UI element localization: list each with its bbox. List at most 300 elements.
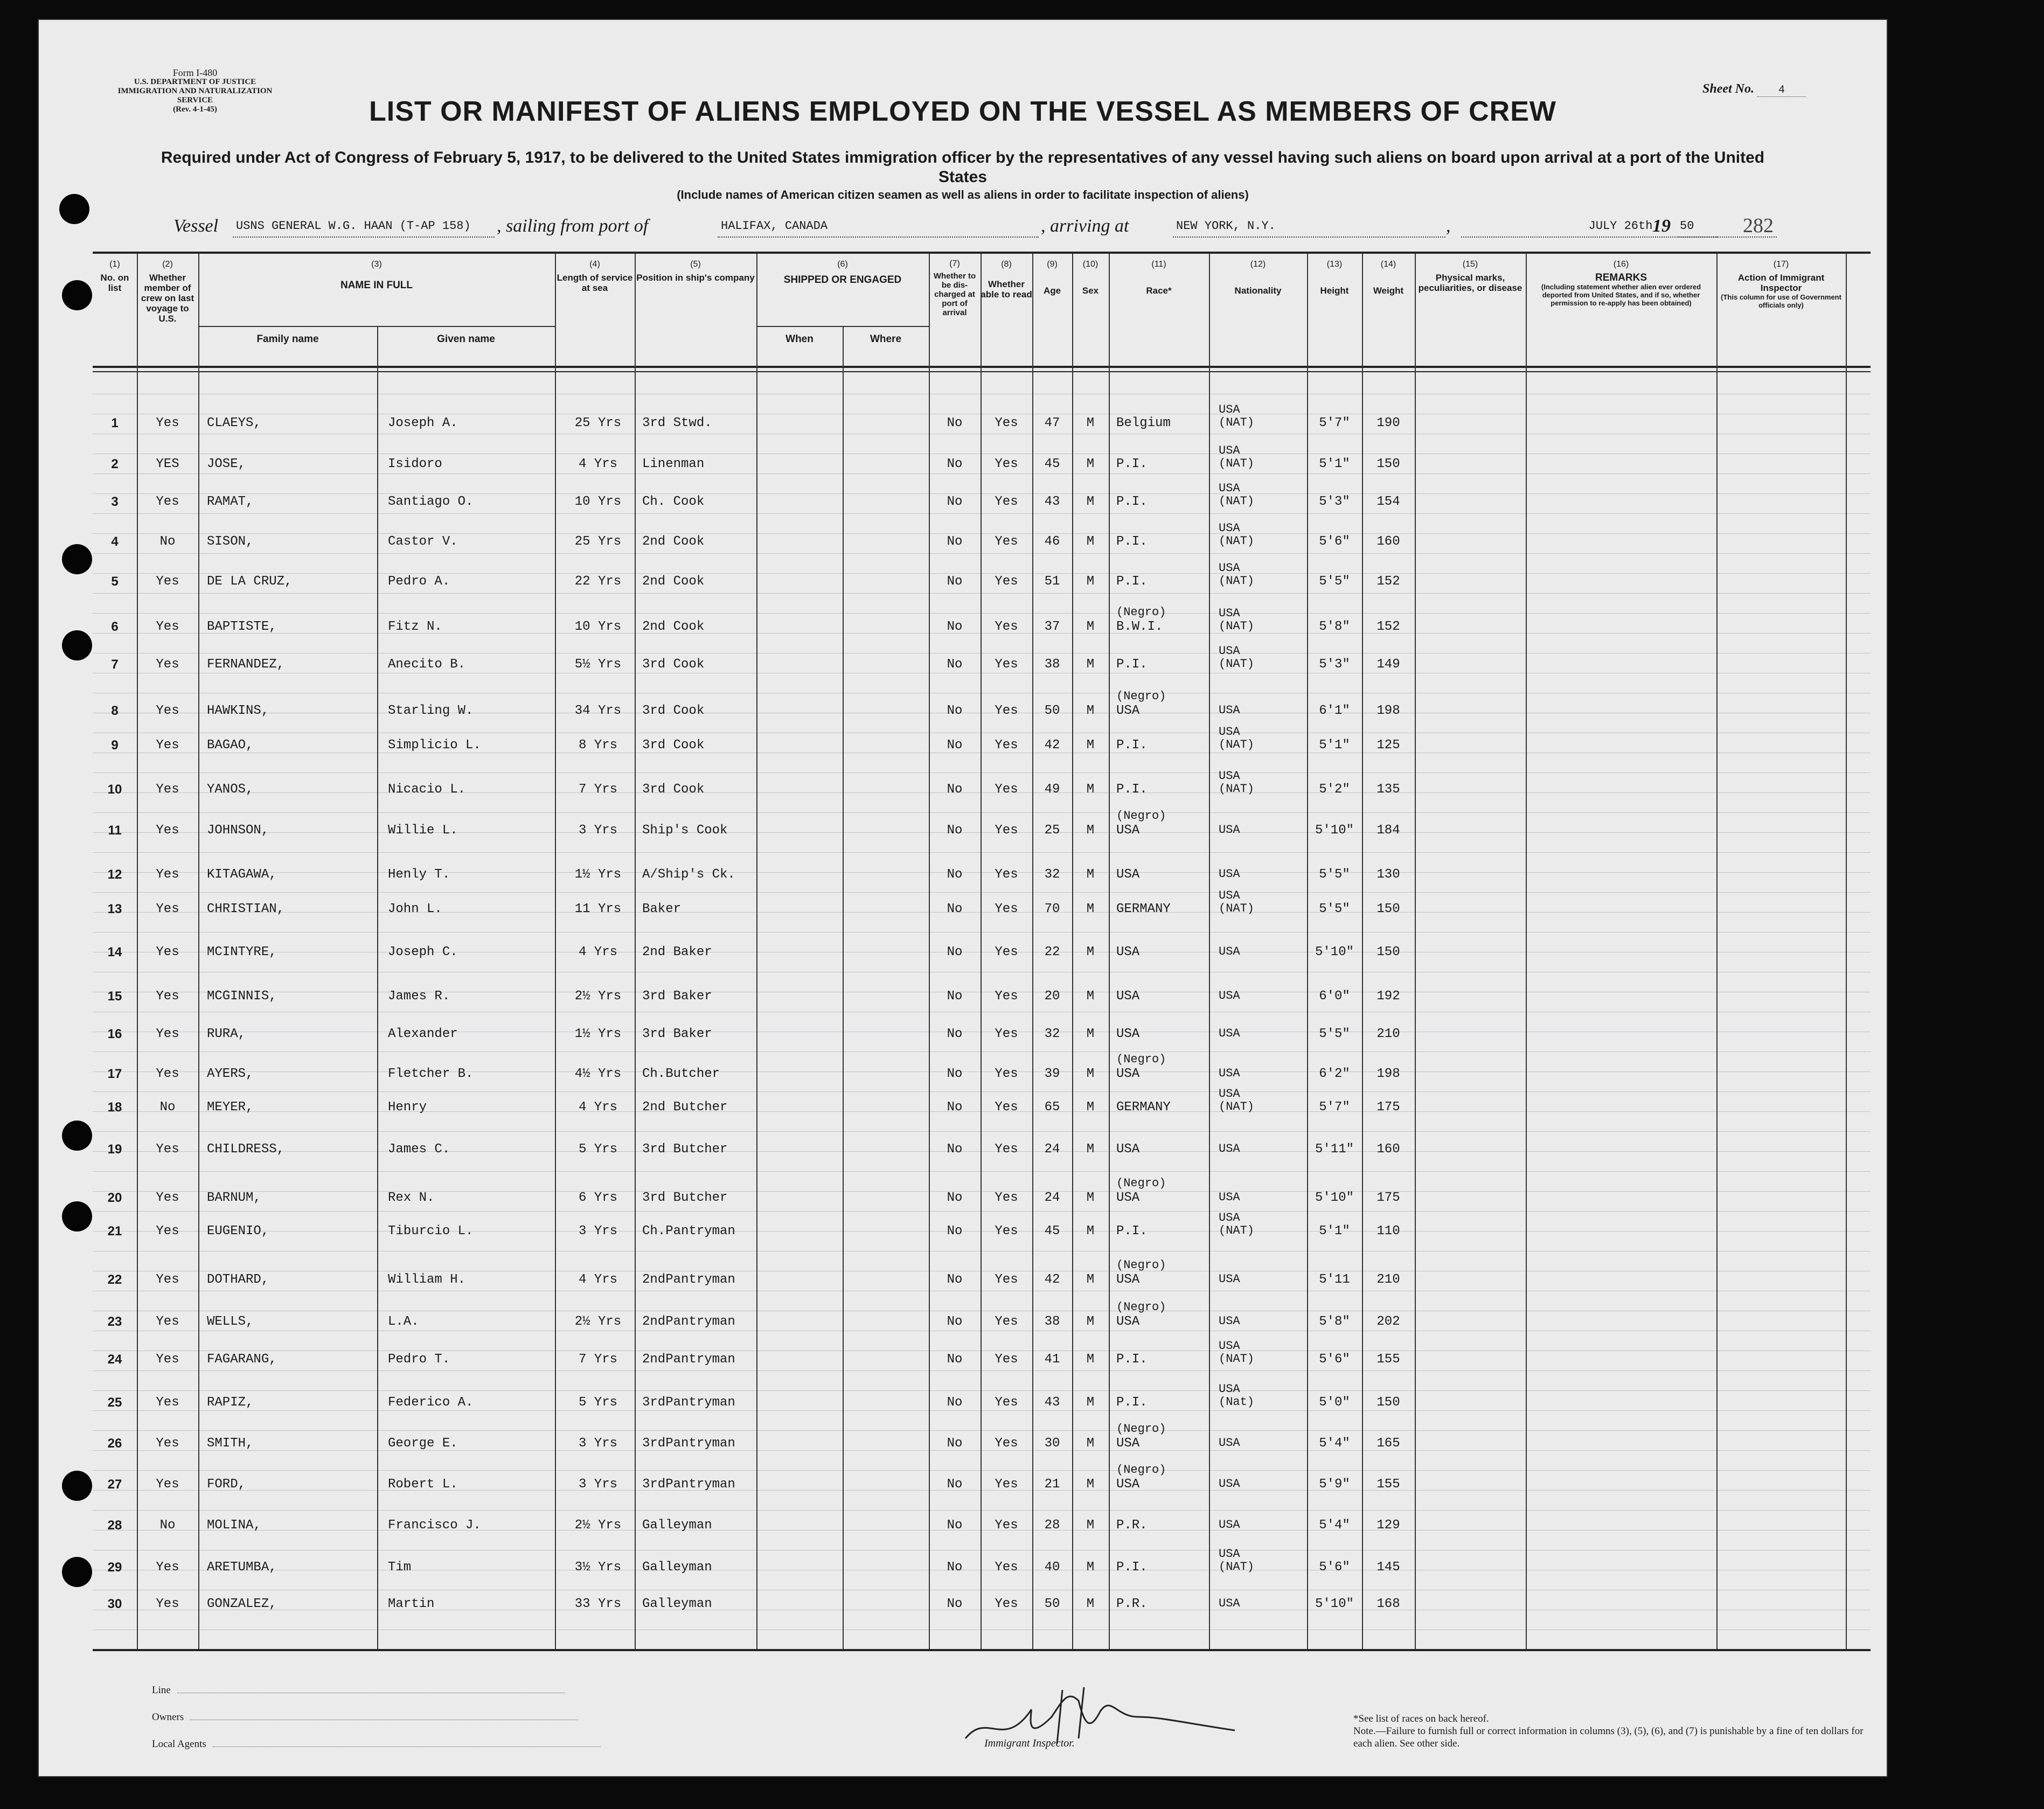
sex: M (1086, 782, 1095, 797)
family-name: MCGINNIS, (207, 989, 277, 1004)
prev-voyage: Yes (156, 1597, 179, 1611)
header-remarks: (16) REMARKS (Including statement whether alien ever ordered deported from United States, and if so, whether permission to re-apply has been obtained) (1541, 260, 1701, 307)
given-name: Francisco J. (388, 1518, 481, 1533)
position: Ship's Cook (642, 823, 728, 838)
height: 5'3" (1319, 657, 1350, 672)
prev-voyage: Yes (156, 1224, 179, 1239)
row-number: 20 (107, 1191, 122, 1205)
discharge: No (947, 620, 963, 634)
race-note: (Negro) (1116, 1463, 1166, 1477)
discharge: No (947, 867, 963, 882)
race-note: (Negro) (1116, 690, 1166, 703)
year-prefix: 19 (1652, 216, 1671, 236)
able-to-read: Yes (995, 867, 1018, 882)
height: 5'0" (1319, 1395, 1350, 1410)
arrival-date: JULY 26th (1461, 218, 1777, 238)
given-name: Henry (388, 1100, 427, 1115)
prev-voyage: Yes (156, 1560, 179, 1575)
position: 2nd Cook (642, 620, 705, 634)
race: P.I. (1116, 534, 1148, 549)
family-name: MOLINA, (207, 1518, 261, 1533)
position: 2ndPantryman (642, 1352, 735, 1367)
able-to-read: Yes (995, 1436, 1018, 1451)
nationality: USA (1219, 725, 1240, 739)
nationality: USA (1219, 989, 1240, 1003)
nationality: USA (1219, 1382, 1240, 1396)
header-given-name: Given name (437, 333, 495, 345)
position: 2nd Baker (642, 945, 712, 959)
race-note: (Negro) (1116, 606, 1166, 619)
height: 5'11 (1319, 1272, 1350, 1287)
form-revision: (Rev. 4-1-45) (173, 105, 217, 114)
header-nationality: (12) Nationality (1234, 260, 1282, 296)
age: 42 (1044, 738, 1060, 753)
able-to-read: Yes (995, 574, 1018, 589)
weight: 155 (1376, 1352, 1400, 1367)
nationality-qualifier: (NAT) (1219, 534, 1255, 548)
able-to-read: Yes (995, 1314, 1018, 1329)
family-name: SMITH, (207, 1436, 254, 1451)
height: 5'6" (1319, 534, 1350, 549)
nationality-qualifier: (NAT) (1219, 902, 1255, 915)
given-name: Santiago O. (388, 495, 474, 509)
position: Ch.Butcher (642, 1067, 720, 1081)
row-number: 14 (107, 945, 122, 959)
row-number: 10 (107, 782, 122, 797)
sheet-label: Sheet No. (1702, 82, 1754, 96)
family-name: RAPIZ, (207, 1395, 254, 1410)
weight: 210 (1376, 1272, 1400, 1287)
sex: M (1086, 1352, 1095, 1367)
race: USA (1116, 1314, 1140, 1329)
able-to-read: Yes (995, 1477, 1018, 1492)
weight: 150 (1376, 902, 1400, 916)
nationality: USA (1219, 704, 1240, 717)
able-to-read: Yes (995, 1100, 1018, 1115)
discharge: No (947, 457, 963, 471)
header-inspector-action: (17) Action of Immigrant Inspector (This column for use of Government officials only) (1721, 260, 1841, 309)
position: Galleyman (642, 1518, 712, 1533)
given-name: William H. (388, 1272, 466, 1287)
prev-voyage: YES (156, 457, 179, 471)
service-length: 3 Yrs (578, 1477, 617, 1492)
sex: M (1086, 1100, 1095, 1115)
position: Galleyman (642, 1597, 712, 1611)
row-number: 25 (107, 1395, 122, 1410)
nationality: USA (1219, 1211, 1240, 1224)
age: 41 (1044, 1352, 1060, 1367)
punch-hole (62, 1201, 92, 1231)
position: 3rdPantryman (642, 1477, 735, 1492)
age: 32 (1044, 867, 1060, 882)
sex: M (1086, 1560, 1095, 1575)
position: 3rd Cook (642, 704, 705, 718)
service-length: 5 Yrs (578, 1395, 617, 1410)
height: 5'4" (1319, 1436, 1350, 1451)
able-to-read: Yes (995, 1597, 1018, 1611)
nationality: USA (1219, 444, 1240, 457)
age: 43 (1044, 1395, 1060, 1410)
sex: M (1086, 495, 1095, 509)
service-length: 1½ Yrs (574, 1027, 622, 1041)
nationality: USA (1219, 823, 1240, 837)
punch-hole (59, 194, 89, 224)
race: USA (1116, 1191, 1140, 1205)
position: 2ndPantryman (642, 1272, 735, 1287)
age: 45 (1044, 457, 1060, 471)
age: 49 (1044, 782, 1060, 797)
position: Ch.Pantryman (642, 1224, 735, 1239)
race: P.R. (1116, 1597, 1148, 1611)
race: Belgium (1116, 416, 1171, 430)
given-name: James C. (388, 1142, 450, 1157)
family-name: RAMAT, (207, 495, 254, 509)
race: P.I. (1116, 1560, 1148, 1575)
discharge: No (947, 945, 963, 959)
row-number: 2 (111, 457, 119, 471)
vessel-label: Vessel (173, 216, 219, 236)
age: 40 (1044, 1560, 1060, 1575)
race: USA (1116, 989, 1140, 1004)
race: P.I. (1116, 1352, 1148, 1367)
given-name: John L. (388, 902, 442, 916)
row-number: 1 (111, 416, 119, 430)
weight: 210 (1376, 1027, 1400, 1041)
service-length: 4½ Yrs (574, 1067, 622, 1081)
given-name: Fitz N. (388, 620, 442, 634)
height: 5'7" (1319, 416, 1350, 430)
sex: M (1086, 1518, 1095, 1533)
weight: 155 (1376, 1477, 1400, 1492)
sex: M (1086, 1272, 1095, 1287)
discharge: No (947, 1067, 963, 1081)
nationality: USA (1219, 521, 1240, 535)
race: P.I. (1116, 1395, 1148, 1410)
row-number: 17 (107, 1067, 122, 1081)
family-name: HAWKINS, (207, 704, 269, 718)
row-number: 28 (107, 1518, 122, 1533)
height: 5'5" (1319, 1027, 1350, 1041)
given-name: Joseph A. (388, 416, 458, 430)
header-when: When (785, 333, 814, 345)
able-to-read: Yes (995, 1191, 1018, 1205)
age: 28 (1044, 1518, 1060, 1533)
weight: 192 (1376, 989, 1400, 1004)
weight: 160 (1376, 1142, 1400, 1157)
footer-owners-label: Owners (152, 1711, 184, 1723)
service-length: 4 Yrs (578, 1100, 617, 1115)
service-length: 4 Yrs (578, 945, 617, 959)
weight: 125 (1376, 738, 1400, 753)
discharge: No (947, 738, 963, 753)
manifest-table (93, 252, 1871, 1651)
nationality: USA (1219, 1142, 1240, 1156)
age: 70 (1044, 902, 1060, 916)
age: 38 (1044, 657, 1060, 672)
race: P.I. (1116, 657, 1148, 672)
header-position: (5) Position in ship's company (636, 260, 755, 283)
able-to-read: Yes (995, 738, 1018, 753)
able-to-read: Yes (995, 1142, 1018, 1157)
nationality-qualifier: (NAT) (1219, 416, 1255, 429)
given-name: Simplicio L. (388, 738, 481, 753)
prev-voyage: Yes (156, 945, 179, 959)
age: 45 (1044, 1224, 1060, 1239)
row-number: 29 (107, 1560, 122, 1575)
position: 3rd Butcher (642, 1191, 728, 1205)
prev-voyage: Yes (156, 495, 179, 509)
weight: 165 (1376, 1436, 1400, 1451)
prev-voyage: Yes (156, 823, 179, 838)
service-length: 2½ Yrs (574, 989, 622, 1004)
age: 25 (1044, 823, 1060, 838)
note-races: *See list of races on back hereof. (1353, 1713, 1489, 1724)
able-to-read: Yes (995, 704, 1018, 718)
weight: 198 (1376, 704, 1400, 718)
sex: M (1086, 1191, 1095, 1205)
row-number: 23 (107, 1314, 122, 1329)
height: 5'1" (1319, 457, 1350, 471)
able-to-read: Yes (995, 1518, 1018, 1533)
discharge: No (947, 704, 963, 718)
row-number: 24 (107, 1352, 122, 1367)
height: 5'1" (1319, 1224, 1350, 1239)
nationality-qualifier: (NAT) (1219, 620, 1255, 633)
nationality-qualifier: (NAT) (1219, 657, 1255, 671)
nationality: USA (1219, 1027, 1240, 1040)
family-name: AYERS, (207, 1067, 254, 1081)
given-name: Joseph C. (388, 945, 458, 959)
family-name: WELLS, (207, 1314, 254, 1329)
position: 2nd Cook (642, 574, 705, 589)
nationality: USA (1219, 1191, 1240, 1204)
able-to-read: Yes (995, 1560, 1018, 1575)
weight: 150 (1376, 1395, 1400, 1410)
discharge: No (947, 823, 963, 838)
race: P.I. (1116, 495, 1148, 509)
age: 43 (1044, 495, 1060, 509)
age: 39 (1044, 1067, 1060, 1081)
service-length: 3 Yrs (578, 823, 617, 838)
age: 20 (1044, 989, 1060, 1004)
family-name: FORD, (207, 1477, 246, 1492)
weight: 184 (1376, 823, 1400, 838)
form-service: IMMIGRATION AND NATURALIZATION SERVICE (117, 87, 273, 105)
prev-voyage: Yes (156, 1352, 179, 1367)
able-to-read: Yes (995, 1352, 1018, 1367)
family-name: CLAEYS, (207, 416, 261, 430)
nationality-qualifier: (NAT) (1219, 1224, 1255, 1237)
height: 5'6" (1319, 1560, 1350, 1575)
able-to-read: Yes (995, 1027, 1018, 1041)
sex: M (1086, 989, 1095, 1004)
height: 5'3" (1319, 495, 1350, 509)
given-name: Federico A. (388, 1395, 474, 1410)
row-number: 16 (107, 1027, 122, 1041)
nationality-qualifier: (NAT) (1219, 574, 1255, 588)
family-name: BARNUM, (207, 1191, 261, 1205)
height: 5'8" (1319, 620, 1350, 634)
family-name: MCINTYRE, (207, 945, 277, 959)
able-to-read: Yes (995, 989, 1018, 1004)
family-name: YANOS, (207, 782, 254, 797)
discharge: No (947, 902, 963, 916)
position: Baker (642, 902, 682, 916)
service-length: 6 Yrs (578, 1191, 617, 1205)
family-name: RURA, (207, 1027, 246, 1041)
voyage-line: Vessel USNS GENERAL W.G. HAAN (T-AP 158) , sailing from port of HALIFAX, CANADA , arriving at NEW YORK, N.Y. , JULY 26th 19 50 (173, 216, 1871, 243)
race: USA (1116, 1272, 1140, 1287)
form-number: Form I-480 (172, 67, 218, 78)
weight: 135 (1376, 782, 1400, 797)
nationality-qualifier: (NAT) (1219, 1352, 1255, 1366)
nationality: USA (1219, 644, 1240, 658)
given-name: Willie L. (388, 823, 458, 838)
row-number: 8 (111, 704, 119, 718)
prev-voyage: Yes (156, 902, 179, 916)
prev-voyage: No (159, 1100, 176, 1115)
nationality: USA (1219, 1314, 1240, 1328)
weight: 175 (1376, 1191, 1400, 1205)
row-number: 26 (107, 1436, 122, 1451)
prev-voyage: Yes (156, 738, 179, 753)
height: 5'5" (1319, 867, 1350, 882)
given-name: Alexander (388, 1027, 458, 1041)
discharge: No (947, 1100, 963, 1115)
sex: M (1086, 416, 1095, 430)
header-sex: (10) Sex (1082, 260, 1099, 296)
age: 65 (1044, 1100, 1060, 1115)
race: GERMANY (1116, 902, 1171, 916)
sex: M (1086, 738, 1095, 753)
given-name: Isidoro (388, 457, 442, 471)
given-name: Starling W. (388, 704, 474, 718)
height: 5'10" (1315, 945, 1354, 959)
nationality-qualifier: (Nat) (1219, 1395, 1255, 1409)
departure-port: HALIFAX, CANADA (718, 218, 1039, 238)
position: 3rd Cook (642, 738, 705, 753)
race-note: (Negro) (1116, 809, 1166, 823)
prev-voyage: No (159, 1518, 176, 1533)
position: Linenman (642, 457, 705, 471)
family-name: KITAGAWA, (207, 867, 277, 882)
able-to-read: Yes (995, 782, 1018, 797)
given-name: Pedro A. (388, 574, 450, 589)
race: P.I. (1116, 457, 1148, 471)
punch-hole (62, 1471, 92, 1501)
discharge: No (947, 1272, 963, 1287)
sex: M (1086, 1067, 1095, 1081)
service-length: 10 Yrs (574, 620, 622, 634)
row-number: 12 (107, 867, 122, 882)
weight: 129 (1376, 1518, 1400, 1533)
sex: M (1086, 574, 1095, 589)
able-to-read: Yes (995, 657, 1018, 672)
header-no: (1) No. on list (100, 260, 129, 293)
discharge: No (947, 989, 963, 1004)
page-subtitle: Required under Act of Congress of February 5, 1917, to be delivered to the United States immigration officer by the representatives of any vessel having such aliens on board upon arrival at a port of the United States (161, 149, 1765, 186)
sex: M (1086, 457, 1095, 471)
given-name: Castor V. (388, 534, 458, 549)
family-name: FAGARANG, (207, 1352, 277, 1367)
weight: 160 (1376, 534, 1400, 549)
height: 6'2" (1319, 1067, 1350, 1081)
race: USA (1116, 945, 1140, 959)
weight: 152 (1376, 574, 1400, 589)
age: 21 (1044, 1477, 1060, 1492)
sex: M (1086, 1142, 1095, 1157)
height: 6'0" (1319, 989, 1350, 1004)
weight: 190 (1376, 416, 1400, 430)
sex: M (1086, 534, 1095, 549)
age: 47 (1044, 416, 1060, 430)
prev-voyage: Yes (156, 989, 179, 1004)
row-number: 4 (111, 534, 119, 549)
sailing-label: , sailing from port of (497, 216, 649, 236)
discharge: No (947, 1518, 963, 1533)
manifest-page (38, 19, 1888, 1777)
able-to-read: Yes (995, 534, 1018, 549)
sex: M (1086, 945, 1095, 959)
arriving-label: , arriving at (1041, 216, 1129, 236)
prev-voyage: Yes (156, 704, 179, 718)
nationality: USA (1219, 607, 1240, 620)
vessel-name: USNS GENERAL W.G. HAAN (T-AP 158) (233, 218, 495, 238)
family-name: GONZALEZ, (207, 1597, 277, 1611)
family-name: EUGENIO, (207, 1224, 269, 1239)
family-name: DOTHARD, (207, 1272, 269, 1287)
age: 51 (1044, 574, 1060, 589)
discharge: No (947, 1597, 963, 1611)
family-name: JOSE, (207, 457, 246, 471)
nationality: USA (1219, 1339, 1240, 1353)
service-length: 2½ Yrs (574, 1314, 622, 1329)
header-name: (3) NAME IN FULL (340, 260, 413, 291)
nationality-qualifier: (NAT) (1219, 1100, 1255, 1114)
given-name: Tiburcio L. (388, 1224, 474, 1239)
weight: 168 (1376, 1597, 1400, 1611)
header-race: (11) Race* (1146, 260, 1172, 296)
service-length: 34 Yrs (574, 704, 622, 718)
row-number: 27 (107, 1477, 122, 1492)
nationality-qualifier: (NAT) (1219, 495, 1255, 508)
page-title: LIST OR MANIFEST OF ALIENS EMPLOYED ON THE VESSEL AS MEMBERS OF CREW (369, 96, 1556, 127)
race: GERMANY (1116, 1100, 1171, 1115)
header-age: (9) Age (1043, 260, 1061, 296)
header-where: Where (870, 333, 902, 345)
sex: M (1086, 704, 1095, 718)
sex: M (1086, 867, 1095, 882)
header-height: (13) Height (1320, 260, 1349, 296)
service-length: 8 Yrs (578, 738, 617, 753)
able-to-read: Yes (995, 1395, 1018, 1410)
weight: 110 (1376, 1224, 1400, 1239)
weight: 175 (1376, 1100, 1400, 1115)
header-discharge: (7) Whether to be dis-charged at port of arrival (933, 259, 976, 317)
header-prev-voyage: (2) Whether member of crew on last voyage to U.S. (141, 260, 194, 324)
row-number: 30 (107, 1597, 122, 1611)
nationality: USA (1219, 1597, 1240, 1610)
page-subnote: (Include names of American citizen seamen as well as aliens in order to facilitate inspection of aliens) (677, 188, 1249, 201)
race-note: (Negro) (1116, 1422, 1166, 1436)
able-to-read: Yes (995, 457, 1018, 471)
able-to-read: Yes (995, 620, 1018, 634)
prev-voyage: Yes (156, 1272, 179, 1287)
height: 5'5" (1319, 574, 1350, 589)
service-length: 1½ Yrs (574, 867, 622, 882)
nationality: USA (1219, 1087, 1240, 1101)
race: P.I. (1116, 1224, 1148, 1239)
